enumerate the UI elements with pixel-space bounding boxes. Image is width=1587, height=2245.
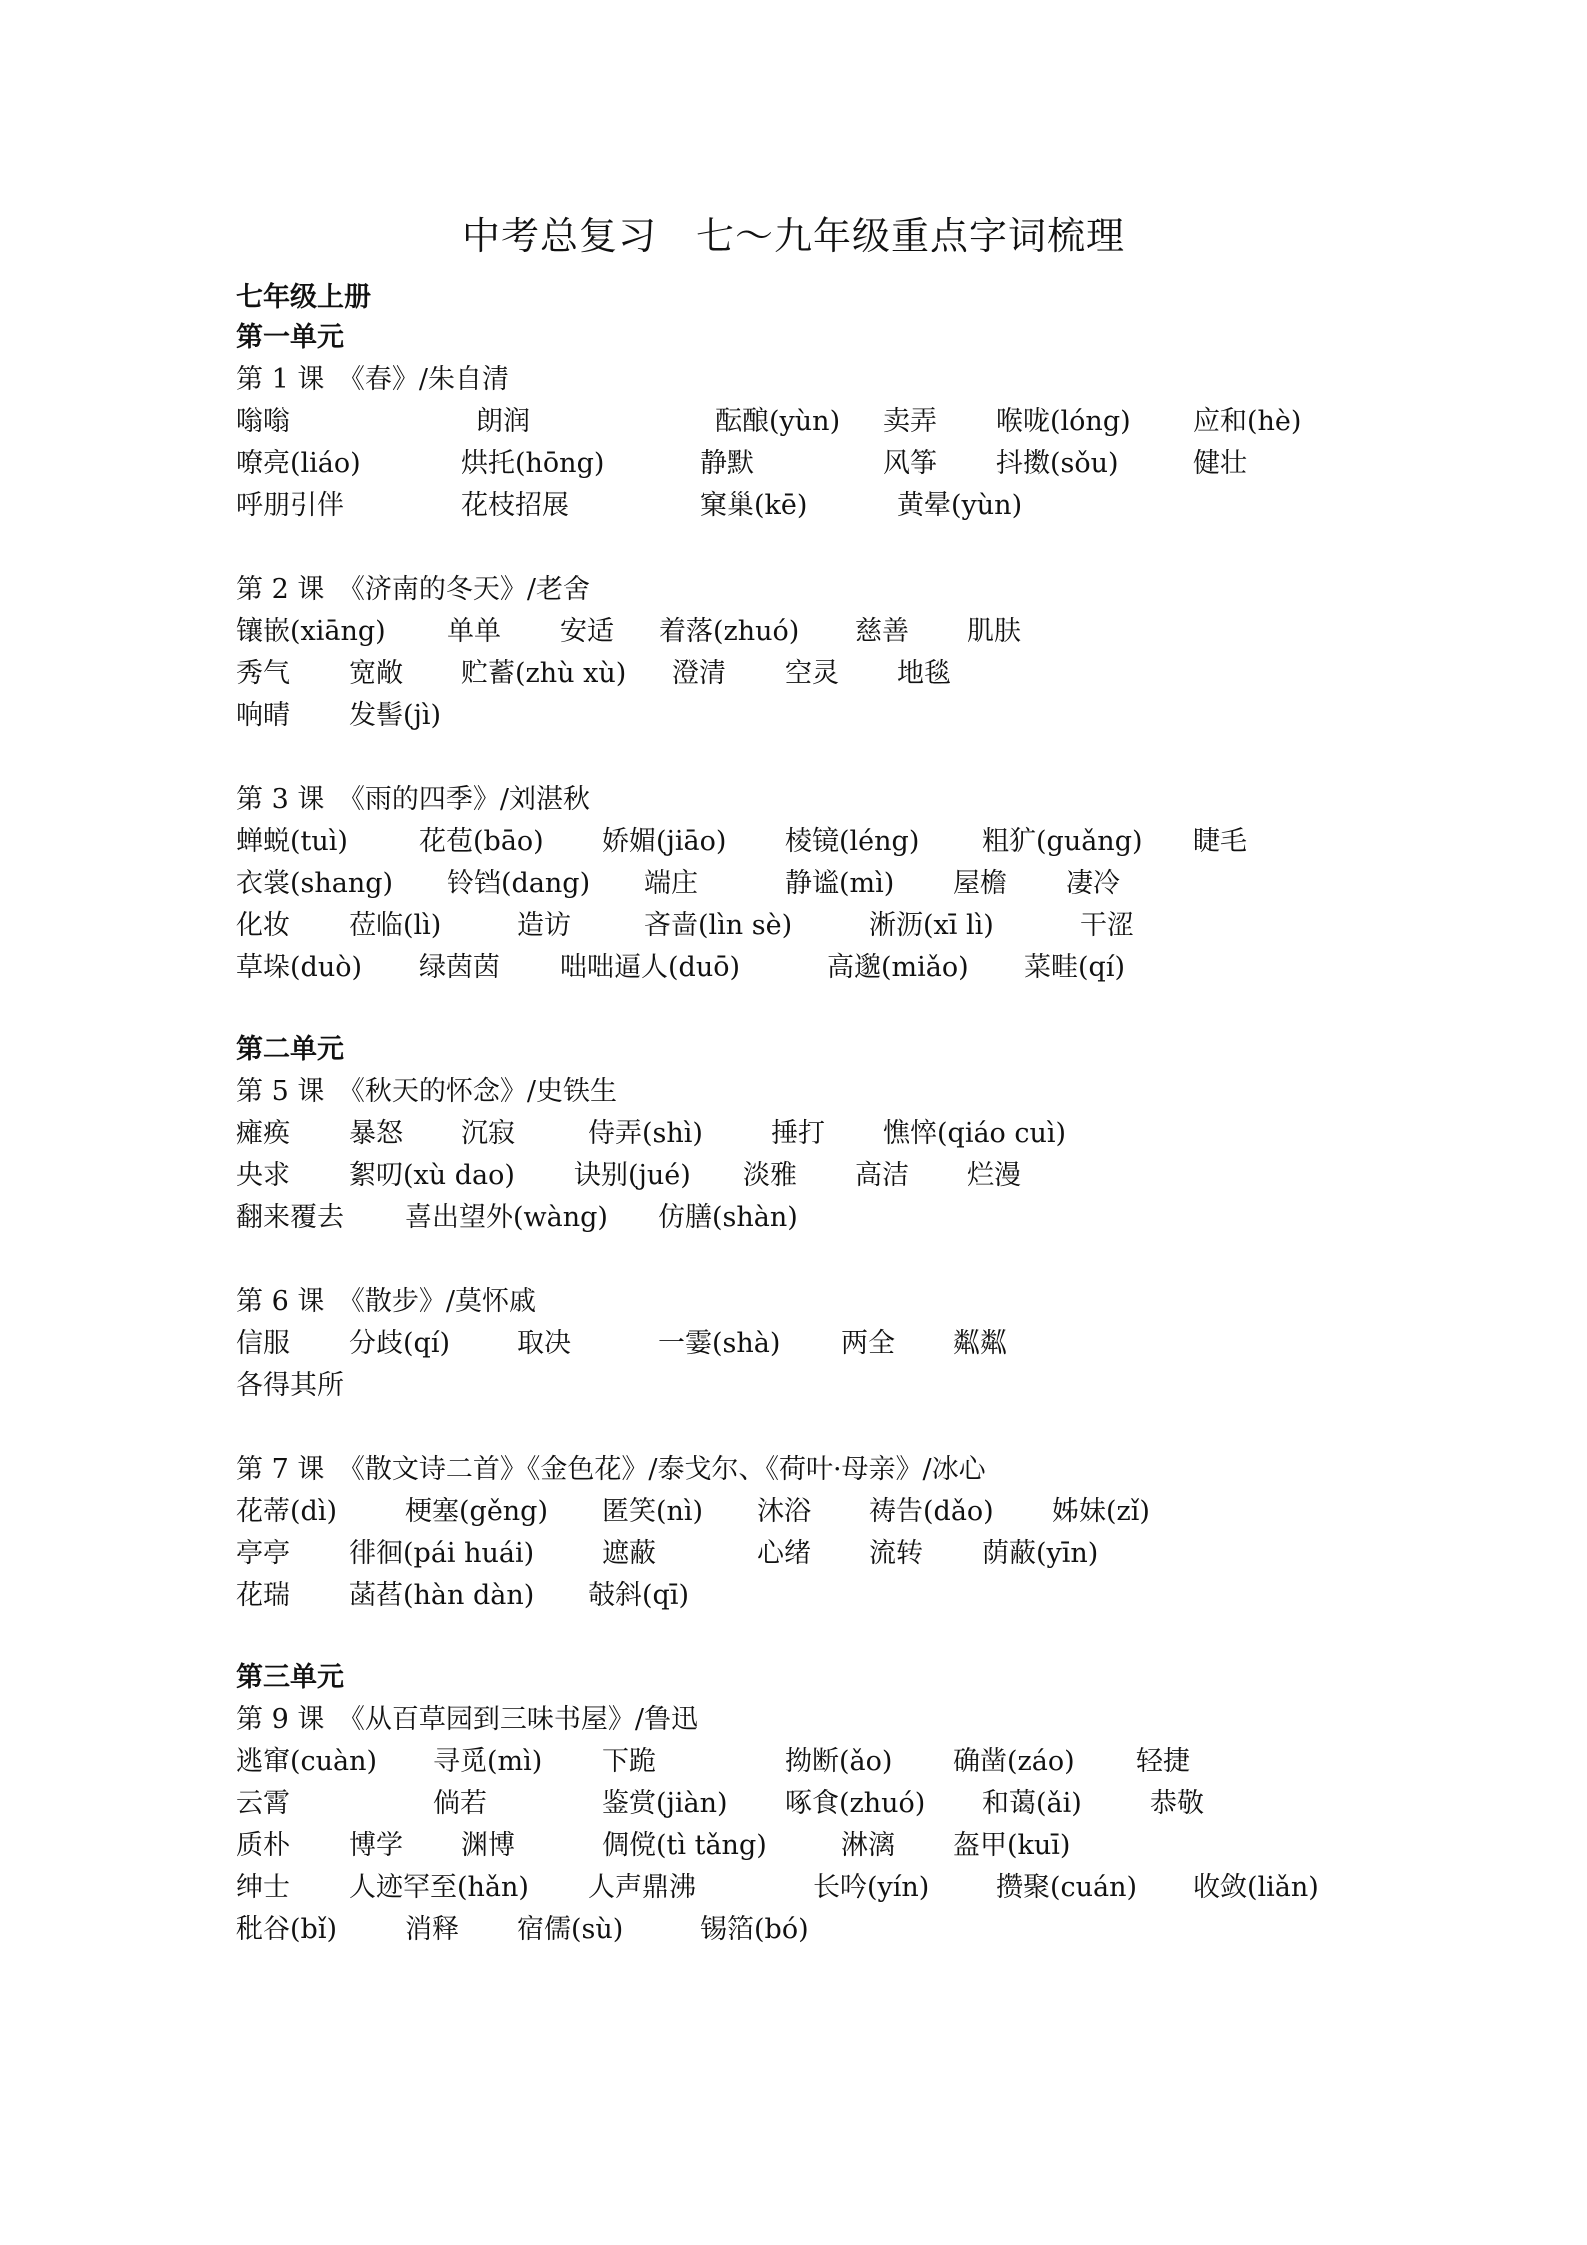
word-row	[0, 1198, 1587, 1238]
vocab-word: 地毯	[897, 658, 951, 689]
vocab-word: 宿儒(sù)	[517, 1914, 624, 1945]
vocab-word: 铃铛(dang)	[447, 868, 591, 899]
vocab-word: 菜畦(qí)	[1024, 952, 1125, 983]
vocab-word: 一霎(shà)	[658, 1328, 781, 1359]
word-row	[0, 486, 1587, 526]
vocab-word: 拗断(ǎo)	[785, 1746, 893, 1777]
vocab-word: 倘若	[433, 1788, 487, 1819]
vocab-word: 攲斜(qī)	[588, 1580, 689, 1611]
unit-heading-2: 第二单元	[236, 1034, 344, 1065]
vocab-word: 逃窜(cuàn)	[236, 1746, 378, 1777]
vocab-word: 憔悴(qiáo cuì)	[883, 1118, 1067, 1149]
word-row	[0, 1868, 1587, 1908]
vocab-word: 鉴赏(jiàn)	[602, 1788, 728, 1819]
vocab-word: 淡雅	[743, 1160, 797, 1191]
vocab-word: 静默	[700, 448, 754, 479]
vocab-word: 响晴	[236, 700, 290, 731]
vocab-word: 人迹罕至(hǎn)	[349, 1872, 529, 1903]
word-row	[0, 612, 1587, 652]
vocab-word: 烘托(hōng)	[461, 448, 605, 479]
vocab-word: 花苞(bāo)	[419, 826, 544, 857]
vocab-word: 匿笑(nì)	[602, 1496, 704, 1527]
vocab-word: 绅士	[236, 1872, 290, 1903]
word-row	[0, 1910, 1587, 1950]
document-title: 中考总复习 七～九年级重点字词梳理	[461, 214, 1125, 258]
lesson-header-7: 第 7 课 《散文诗二首》《金色花》/泰戈尔、《荷叶·母亲》/冰心	[236, 1454, 986, 1485]
vocab-word: 寻觅(mì)	[433, 1746, 543, 1777]
vocab-word: 暴怒	[349, 1118, 403, 1149]
vocab-word: 粗犷(guǎng)	[982, 826, 1143, 857]
vocab-word: 心绪	[757, 1538, 811, 1569]
vocab-word: 宽敞	[349, 658, 403, 689]
vocab-word: 消释	[405, 1914, 459, 1945]
vocab-word: 花蒂(dì)	[236, 1496, 337, 1527]
word-row	[0, 864, 1587, 904]
vocab-word: 遮蔽	[602, 1538, 656, 1569]
vocab-word: 沉寂	[461, 1118, 515, 1149]
vocab-word: 祷告(dǎo)	[869, 1496, 994, 1527]
vocab-word: 草垛(duò)	[236, 952, 362, 983]
vocab-word: 嗡嗡	[236, 406, 290, 437]
vocab-word: 棱镜(léng)	[785, 826, 920, 857]
vocab-word: 倜傥(tì tǎng)	[602, 1830, 767, 1861]
vocab-word: 绿茵茵	[419, 952, 500, 983]
vocab-word: 锡箔(bó)	[700, 1914, 809, 1945]
vocab-word: 轻捷	[1136, 1746, 1190, 1777]
vocab-word: 咄咄逼人(duō)	[560, 952, 740, 983]
vocab-word: 澄清	[672, 658, 726, 689]
word-row	[0, 1366, 1587, 1406]
vocab-word: 健壮	[1193, 448, 1247, 479]
vocab-word: 翻来覆去	[236, 1202, 344, 1233]
vocab-word: 化妆	[236, 910, 290, 941]
vocab-word: 絮叨(xù dao)	[349, 1160, 515, 1191]
vocab-word: 沐浴	[757, 1496, 811, 1527]
vocab-word: 花枝招展	[461, 490, 569, 521]
word-row	[0, 1492, 1587, 1532]
vocab-word: 徘徊(pái huái)	[349, 1538, 535, 1569]
vocab-word: 蝉蜕(tuì)	[236, 826, 348, 857]
vocab-word: 烂漫	[967, 1160, 1021, 1191]
word-row	[0, 1324, 1587, 1364]
vocab-word: 窠巢(kē)	[700, 490, 808, 521]
vocab-word: 信服	[236, 1328, 290, 1359]
vocab-word: 单单	[447, 616, 501, 647]
vocab-word: 渊博	[461, 1830, 515, 1861]
lesson-header-2: 第 2 课 《济南的冬天》/老舍	[236, 574, 590, 605]
vocab-word: 着落(zhuó)	[659, 616, 800, 647]
vocab-word: 空灵	[785, 658, 839, 689]
vocab-word: 恭敬	[1150, 1788, 1204, 1819]
vocab-word: 收敛(liǎn)	[1193, 1872, 1319, 1903]
vocab-word: 干涩	[1080, 910, 1134, 941]
lesson-header-1: 第 1 课 《春》/朱自清	[236, 364, 509, 395]
word-row	[0, 402, 1587, 442]
grade-heading: 七年级上册	[236, 282, 371, 313]
vocab-word: 流转	[869, 1538, 923, 1569]
word-row	[0, 1826, 1587, 1866]
vocab-word: 两全	[841, 1328, 895, 1359]
vocab-word: 应和(hè)	[1193, 406, 1302, 437]
vocab-word: 央求	[236, 1160, 290, 1191]
vocab-word: 取决	[517, 1328, 571, 1359]
vocab-word: 朗润	[476, 406, 530, 437]
vocab-word: 人声鼎沸	[588, 1872, 696, 1903]
vocab-word: 安适	[560, 616, 614, 647]
vocab-word: 下跪	[602, 1746, 656, 1777]
word-row	[0, 906, 1587, 946]
vocab-word: 盔甲(kuī)	[953, 1830, 1071, 1861]
unit-heading-3: 第三单元	[236, 1662, 344, 1693]
vocab-word: 花瑞	[236, 1580, 290, 1611]
vocab-word: 慈善	[855, 616, 909, 647]
vocab-word: 镶嵌(xiāng)	[236, 616, 386, 647]
word-row	[0, 1742, 1587, 1782]
vocab-word: 捶打	[771, 1118, 825, 1149]
vocab-word: 质朴	[236, 1830, 290, 1861]
vocab-word: 端庄	[644, 868, 698, 899]
vocab-word: 仿膳(shàn)	[658, 1202, 798, 1233]
vocab-word: 造访	[517, 910, 571, 941]
word-row	[0, 696, 1587, 736]
vocab-word: 高洁	[855, 1160, 909, 1191]
vocab-word: 吝啬(lìn sè)	[644, 910, 793, 941]
vocab-word: 肌肤	[967, 616, 1021, 647]
unit-heading-1: 第一单元	[236, 322, 344, 353]
vocab-word: 确凿(záo)	[953, 1746, 1075, 1777]
vocab-word: 呼朋引伴	[236, 490, 344, 521]
vocab-word: 长吟(yín)	[813, 1872, 930, 1903]
vocab-word: 黄晕(yùn)	[897, 490, 1023, 521]
vocab-word: 凄冷	[1066, 868, 1120, 899]
lesson-header-5: 第 5 课 《秋天的怀念》/史铁生	[236, 1076, 617, 1107]
vocab-word: 亭亭	[236, 1538, 290, 1569]
vocab-word: 喜出望外(wàng)	[405, 1202, 608, 1233]
vocab-word: 嘹亮(liáo)	[236, 448, 361, 479]
vocab-word: 侍弄(shì)	[588, 1118, 703, 1149]
word-row	[0, 444, 1587, 484]
vocab-word: 发髻(jì)	[349, 700, 442, 731]
word-row	[0, 948, 1587, 988]
vocab-word: 抖擞(sǒu)	[996, 448, 1119, 479]
vocab-word: 粼粼	[953, 1328, 1007, 1359]
vocab-word: 莅临(lì)	[349, 910, 442, 941]
vocab-word: 瘫痪	[236, 1118, 290, 1149]
word-row	[0, 1784, 1587, 1824]
word-row	[0, 1534, 1587, 1574]
vocab-word: 贮蓄(zhù xù)	[461, 658, 627, 689]
word-row	[0, 654, 1587, 694]
vocab-word: 淅沥(xī lì)	[869, 910, 994, 941]
vocab-word: 风筝	[883, 448, 937, 479]
vocab-word: 秀气	[236, 658, 290, 689]
vocab-word: 喉咙(lóng)	[996, 406, 1131, 437]
lesson-header-9: 第 9 课 《从百草园到三味书屋》/鲁迅	[236, 1704, 698, 1735]
vocab-word: 荫蔽(yīn)	[982, 1538, 1099, 1569]
vocab-word: 博学	[349, 1830, 403, 1861]
word-row	[0, 822, 1587, 862]
vocab-word: 姊妹(zǐ)	[1052, 1496, 1150, 1527]
vocab-word: 啄食(zhuó)	[785, 1788, 926, 1819]
word-row	[0, 1114, 1587, 1154]
vocab-word: 分歧(qí)	[349, 1328, 450, 1359]
vocab-word: 高邈(miǎo)	[827, 952, 969, 983]
vocab-word: 各得其所	[236, 1370, 344, 1401]
vocab-word: 娇媚(jiāo)	[602, 826, 727, 857]
vocab-word: 静谧(mì)	[785, 868, 895, 899]
vocab-word: 云霄	[236, 1788, 290, 1819]
vocab-word: 菡萏(hàn dàn)	[349, 1580, 535, 1611]
vocab-word: 攒聚(cuán)	[996, 1872, 1138, 1903]
vocab-word: 诀别(jué)	[574, 1160, 691, 1191]
vocab-word: 酝酿(yùn)	[715, 406, 841, 437]
vocab-word: 卖弄	[883, 406, 937, 437]
word-row	[0, 1156, 1587, 1196]
word-row	[0, 1576, 1587, 1616]
vocab-word: 睫毛	[1193, 826, 1247, 857]
vocab-word: 秕谷(bǐ)	[236, 1914, 337, 1945]
vocab-word: 和蔼(ǎi)	[982, 1788, 1082, 1819]
vocab-word: 屋檐	[953, 868, 1007, 899]
lesson-header-6: 第 6 课 《散步》/莫怀戚	[236, 1286, 536, 1317]
vocab-word: 梗塞(gěng)	[405, 1496, 549, 1527]
vocab-word: 衣裳(shang)	[236, 868, 394, 899]
vocab-word: 淋漓	[841, 1830, 895, 1861]
lesson-header-3: 第 3 课 《雨的四季》/刘湛秋	[236, 784, 590, 815]
